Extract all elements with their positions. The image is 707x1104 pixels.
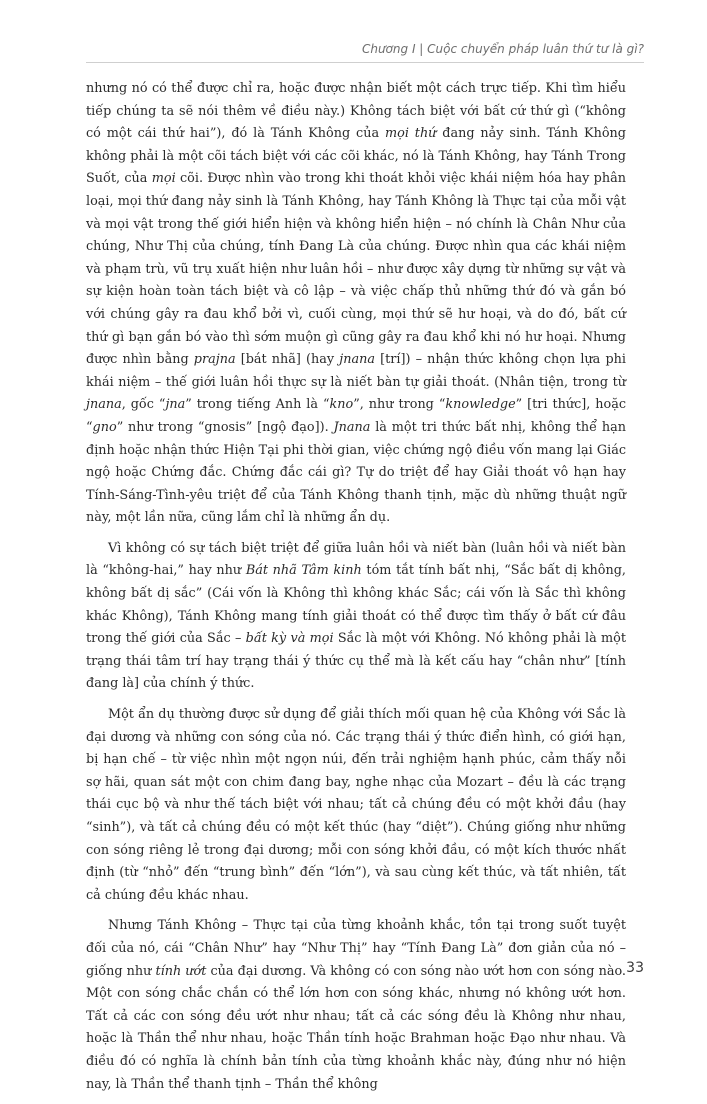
paragraph-2 bbox=[86, 538, 626, 696]
italic-text: tính ướt bbox=[155, 963, 207, 979]
italic-text: jnana bbox=[339, 352, 376, 368]
text-run: Một ẩn dụ thường được sử dụng để giải thích mối quan hệ của Không với Sắc là đại dương và những con sóng của nó. Các trạng thái ý thức điển hình, có giới hạn, bị hạn chế – từ việc nhìn một ngọn núi, đến trải nghiệm hạnh phúc, cảm thấy nỗi sợ hãi, quan sát một con chim đang bay, nghe nhạc của Mozart – đều là các trạng thái cục bộ và như thế tách biệt với nhau; tất cả chúng đều có một khởi đầu (hay “sinh”), và tất cả chúng đều có một kết thúc (hay “diệt”). Chúng giống như những con sóng riêng lẻ trong đại dương; mỗi con sóng khởi đầu, có một kích thước nhất định (từ “nhỏ” đến “trung bình” đến “lớn”), và sau cùng kết thúc, và tất nhiên, tất cả chúng đều khác nhau. bbox=[86, 707, 626, 903]
italic-text: Jnana bbox=[333, 419, 371, 435]
text-run: ” [tri thức], hoặc “ bbox=[86, 397, 627, 435]
italic-text: mọi bbox=[151, 171, 176, 187]
text-run: của đại dương. Và không có con sóng nào ướt hơn con sóng nào. Một con sóng chắc chắn có thể lớn hơn con sóng khác, nhưng nó không ướt hơn. Tất cả các con sóng đều ướt như nhau; tất cả các sóng đều là Không như nhau, hoặc là Thần thể như nhau, hoặc Thần tính hoặc Brahman hoặc Đạo như nhau. Và điều đó có nghĩa là chính bản tính của từng khoảnh khắc này, đúng như nó hiện nay, là Thần thể thanh tịnh – Thần thể không bbox=[86, 963, 626, 1092]
text-run: Vì không có sự tách biệt triệt để giữa luân hồi và niết bàn (luân hồi và niết bàn là “không-hai,” hay như bbox=[86, 540, 626, 579]
italic-text: kno bbox=[329, 397, 354, 413]
text-run: , gốc “ bbox=[121, 397, 166, 413]
header-divider bbox=[86, 62, 644, 63]
text-run: ”, như trong “ bbox=[353, 397, 446, 413]
page-number: 33 bbox=[626, 960, 644, 976]
text-run: Sắc là một với Không. Nó không phải là một trạng thái tâm trí hay trạng thái ý thức cụ thể mà là kết cấu hay “chân như” [tính đang là] của chính ý thức. bbox=[86, 631, 626, 692]
italic-text: jna bbox=[165, 397, 186, 413]
italic-text: jnana bbox=[86, 397, 122, 413]
italic-text: Bát nhã Tâm kinh bbox=[245, 563, 362, 579]
running-header: Chương I | Cuộc chuyển pháp luân thứ tư là gì? bbox=[361, 42, 644, 56]
text-run: tóm tắt tính bất nhị, “Sắc bất dị không, không bất dị sắc” (Cái vốn là Không thì không khác Sắc; cái vốn là Sắc thì không khác Không), Tánh Không mang tính giải thoát có thể được tìm thấy ở bất cứ đâu trong thế giới của Sắc – bbox=[86, 563, 626, 647]
text-run: ” như trong “gnosis” [ngộ đạo]). bbox=[116, 419, 334, 435]
italic-text: mọi thứ bbox=[384, 126, 437, 142]
text-run: ” trong tiếng Anh là “ bbox=[185, 397, 330, 413]
text-run: cõi. Được nhìn vào trong khi thoát khỏi việc khái niệm hóa hay phân loại, mọi thứ đang nảy sinh là Tánh Không, hay Tánh Không là Thực tại của mỗi vật và mọi vật trong thế giới hiển hiện và không hiển hiện – nó chính là Chân Như của chúng, Như Thị của chúng, tính Đang Là của chúng. Được nhìn qua các khái niệm và phạm trù, vũ trụ xuất hiện như luân hồi – như được xây dựng từ những sự vật và sự kiện hoàn toàn tách biệt và cô lập – và việc chấp thủ những thứ đó và gắn bó với chúng gây ra đau khổ bởi vì, cuối cùng, mọi thứ sẽ hư hoại, và do đó, bất cứ thứ gì bạn gắn bó vào thì sớm muộn gì cũng gây ra đau khổ khi nó hư hoại. Nhưng được nhìn bằng bbox=[86, 171, 626, 368]
italic-text: bất kỳ và mọi bbox=[245, 631, 334, 647]
text-run: nhưng nó có thể được chỉ ra, hoặc được nhận biết một cách trực tiếp. Khi tìm hiểu tiếp chúng ta sẽ nói thêm về điều này.) Không tách biệt với bất cứ thứ gì (“không có một cái thứ hai”), đó là Tánh Không của bbox=[86, 81, 626, 142]
italic-text: knowledge bbox=[445, 397, 516, 413]
text-run: là một tri thức bất nhị, không thể hạn định hoặc nhận thức Hiện Tại phi thời gian, việc chứng ngộ điều vốn mang lại Giác ngộ hoặc Chứng đắc. Chứng đắc cái gì? Tự do triệt để hay Giải thoát vô hạn hay Tính-Sáng-Tình-yêu triệt để của Tánh Không thanh tịnh, mặc dù những thuật ngữ này, một lần nữa, cũng lắm chỉ là những ẩn dụ. bbox=[86, 419, 626, 526]
italic-text: prajna bbox=[193, 352, 236, 368]
italic-text: gno bbox=[92, 419, 117, 435]
paragraph-3 bbox=[86, 704, 626, 907]
text-run: đang nảy sinh. Tánh Không không phải là một cõi tách biệt với các cõi khác, nó là Tánh Không, hay Tánh Trong Suốt, của bbox=[86, 126, 626, 187]
paragraph-1 bbox=[86, 78, 626, 530]
text-run: Nhưng Tánh Không – Thực tại của từng khoảnh khắc, tồn tại trong suốt tuyệt đối của nó, cái “Chân Như” hay “Như Thị” hay “Tính Đang Là” đơn giản của nó – giống như bbox=[86, 918, 626, 979]
paragraph-4 bbox=[86, 915, 626, 1096]
text-run: [trí]) – nhận thức không chọn lựa phi khái niệm – thế giới luân hồi thực sự là niết bàn tự giải thoát. (Nhân tiện, trong từ bbox=[86, 352, 626, 390]
body-text bbox=[86, 78, 626, 1104]
text-run: [bát nhã] (hay bbox=[235, 352, 340, 368]
